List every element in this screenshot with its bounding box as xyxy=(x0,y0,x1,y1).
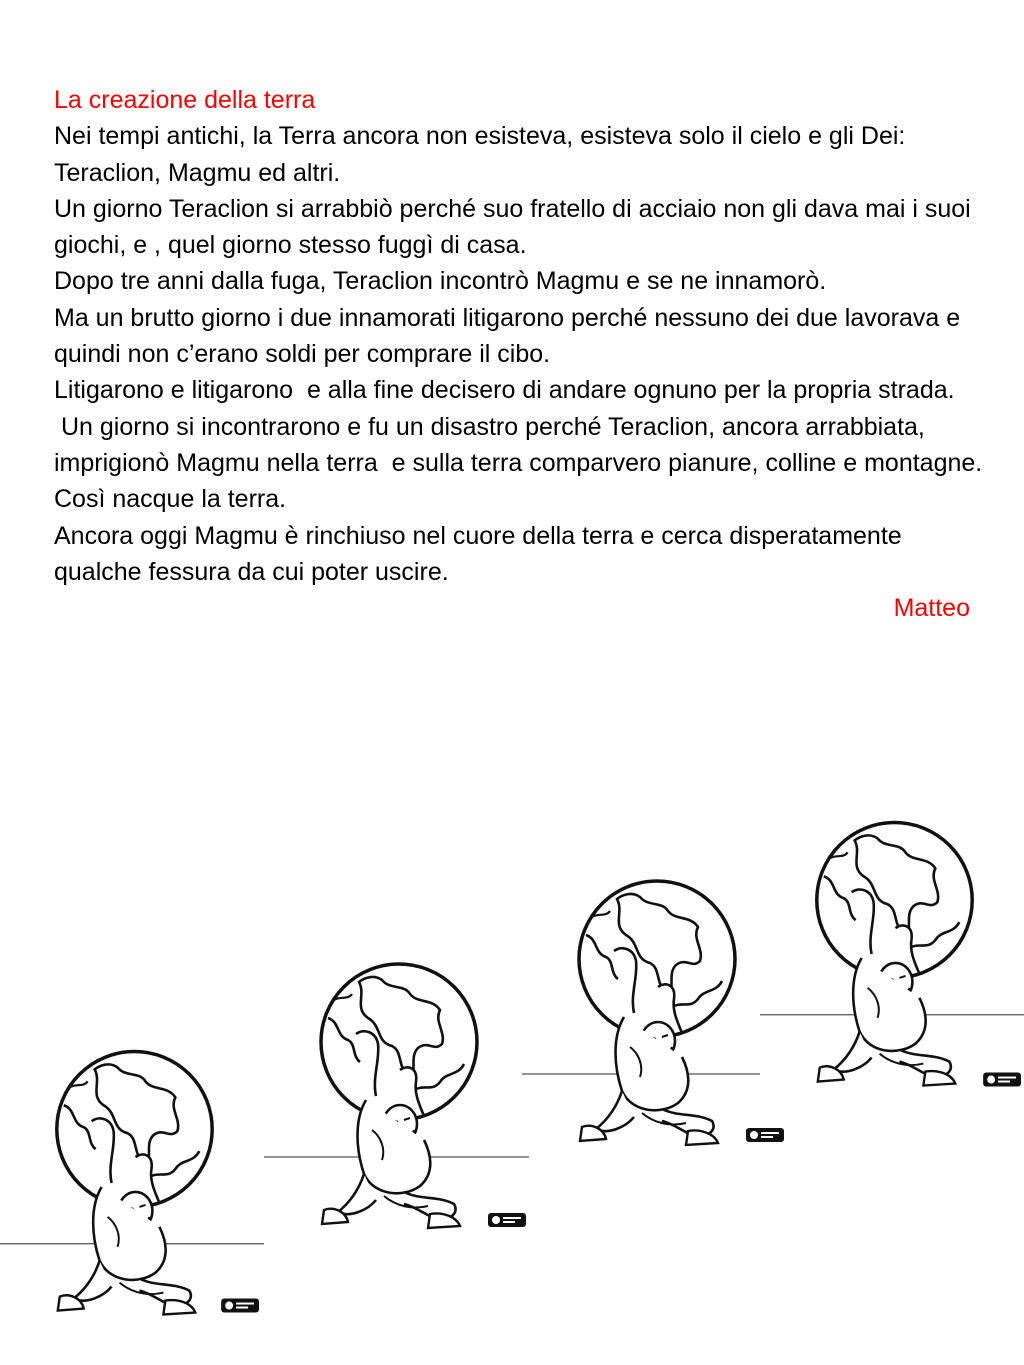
atlas-globe-icon xyxy=(0,1047,264,1317)
story-paragraph: Un giorno si incontrarono e fu un disastro perché Teraclion, ancora arrabbiata, imprigionò Magmu nella terra e sulla terra comparvero pianure, colline e montagne. Così nacque la terra. xyxy=(54,412,990,514)
watermark-logo-icon xyxy=(746,1128,784,1142)
story-paragraph: Litigarono e litigarono e alla fine decisero di andare ognuno per la propria strada. xyxy=(54,376,955,405)
atlas-illustration-1 xyxy=(0,1047,264,1317)
watermark-logo-icon xyxy=(983,1073,1021,1087)
atlas-illustration-3 xyxy=(522,877,787,1149)
story-title: La creazione della terra xyxy=(54,86,316,114)
story-paragraph: Nei tempi antichi, la Terra ancora non esisteva, esisteva solo il cielo e gli Dei: Teraclion, Magmu ed altri. xyxy=(54,122,912,187)
atlas-illustration-4 xyxy=(760,818,1024,1092)
story-paragraph: Dopo tre anni dalla fuga, Teraclion incontrò Magmu e se ne innamorò. xyxy=(54,267,827,296)
atlas-globe-icon xyxy=(522,877,787,1149)
atlas-illustration-2 xyxy=(264,960,529,1232)
story-paragraph: Un giorno Teraclion si arrabbiò perché suo fratello di acciaio non gli dava mai i suoi giochi, e , quel giorno stesso fuggì di casa. xyxy=(54,194,978,260)
story-paragraph: Ma un brutto giorno i due innamorati litigarono perché nessuno dei due lavorava e quindi non c’erano soldi per comprare il cibo. xyxy=(54,303,968,369)
story-paragraph: Ancora oggi Magmu è rinchiuso nel cuore della terra e cerca disperatamente qualche fessura da cui poter uscire. xyxy=(54,521,909,586)
story-text xyxy=(54,82,990,626)
author-name: Matteo xyxy=(893,594,970,623)
watermark-logo-icon xyxy=(488,1213,526,1227)
atlas-globe-icon xyxy=(760,818,1024,1092)
atlas-globe-icon xyxy=(264,960,529,1232)
watermark-logo-icon xyxy=(221,1299,259,1313)
